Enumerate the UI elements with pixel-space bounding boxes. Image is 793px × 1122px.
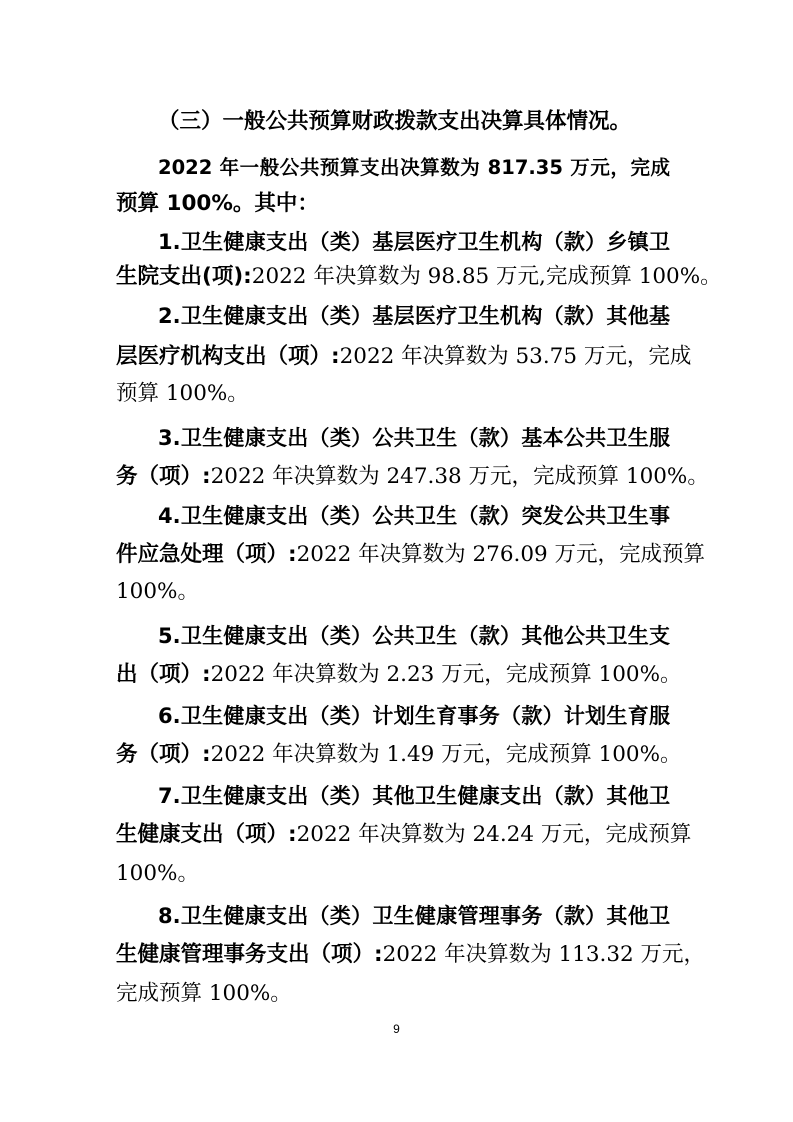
item-2-line-1: 2.卫生健康支出（类）基层医疗卫生机构（款）其他基	[158, 304, 670, 328]
item-3-label: 务（项）:	[116, 464, 211, 489]
item-2-detail: 2022 年决算数为 53.75 万元，完成	[339, 344, 692, 369]
item-6-line-1: 6.卫生健康支出（类）计划生育事务（款）计划生育服	[158, 704, 670, 728]
item-8-line-1: 8.卫生健康支出（类）卫生健康管理事务（款）其他卫	[158, 904, 670, 928]
item-8-detail: 2022 年决算数为 113.32 万元，	[382, 942, 706, 967]
item-3-detail: 2022 年决算数为 247.38 万元，完成预算 100%。	[210, 464, 709, 489]
item-6-detail: 2022 年决算数为 1.49 万元，完成预算 100%。	[210, 742, 682, 767]
item-4-detail: 2022 年决算数为 276.09 万元，完成预算	[296, 542, 706, 567]
summary-line-1: 2022 年一般公共预算支出决算数为 817.35 万元，完成	[158, 156, 670, 179]
item-3-line-2	[116, 460, 709, 493]
item-2-line-2	[116, 340, 691, 373]
item-6-line-2	[116, 738, 682, 771]
item-1-label: 生院支出(项):	[116, 264, 252, 289]
section-heading: （三）一般公共预算财政拨款支出决算具体情况。	[158, 109, 632, 134]
item-5-line-1: 5.卫生健康支出（类）公共卫生（款）其他公共卫生支	[158, 624, 670, 648]
item-5-detail: 2022 年决算数为 2.23 万元，完成预算 100%。	[210, 662, 682, 687]
item-3-line-1: 3.卫生健康支出（类）公共卫生（款）基本公共卫生服	[158, 426, 670, 450]
summary-line-2: 预算 100%。其中：	[116, 191, 319, 216]
item-5-label: 出（项）:	[116, 662, 211, 687]
item-7-line-3: 100%。	[116, 861, 199, 886]
item-4-line-2	[116, 538, 705, 571]
item-1-line-1: 1.卫生健康支出（类）基层医疗卫生机构（款）乡镇卫	[158, 230, 670, 254]
item-2-line-3: 预算 100%。	[116, 381, 249, 406]
item-4-line-1: 4.卫生健康支出（类）公共卫生（款）突发公共卫生事	[158, 504, 670, 528]
item-8-line-3: 完成预算 100%。	[116, 981, 292, 1006]
item-8-line-2	[116, 938, 705, 971]
item-7-label: 生健康支出（项）:	[116, 822, 297, 847]
item-2-label: 层医疗机构支出（项）:	[116, 344, 340, 369]
item-1-line-2	[116, 260, 722, 293]
item-4-label: 件应急处理（项）:	[116, 542, 297, 567]
item-8-label: 生健康管理事务支出（项）:	[116, 942, 383, 967]
page-number: 9	[393, 1022, 400, 1036]
item-7-line-2	[116, 818, 691, 851]
item-6-label: 务（项）:	[116, 742, 211, 767]
item-5-line-2	[116, 658, 682, 691]
item-7-detail: 2022 年决算数为 24.24 万元，完成预算	[296, 822, 692, 847]
item-4-line-3: 100%。	[116, 579, 199, 604]
item-1-detail: 2022 年决算数为 98.85 万元,完成预算 100%。	[251, 264, 722, 289]
item-7-line-1: 7.卫生健康支出（类）其他卫生健康支出（款）其他卫	[158, 784, 670, 808]
